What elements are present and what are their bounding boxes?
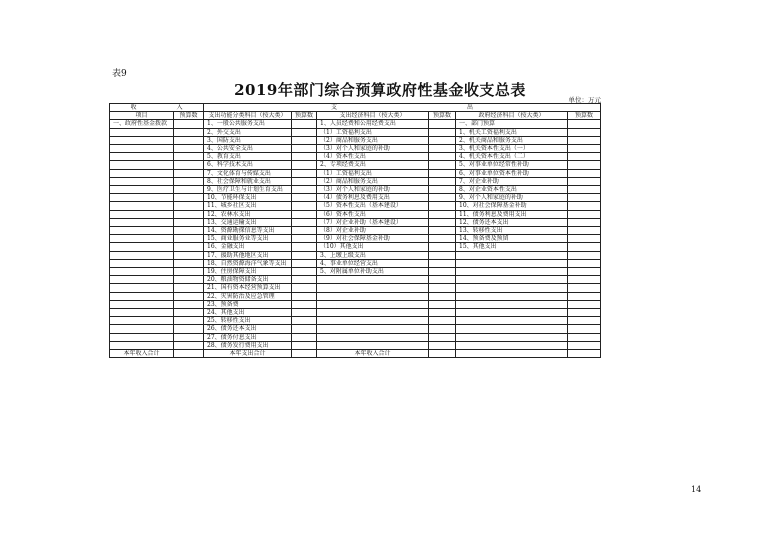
amount-cell (568, 309, 601, 317)
amount-cell (429, 317, 456, 325)
table-row (110, 284, 601, 292)
amount-cell (568, 161, 601, 169)
col-header-amount-1: 预算数 (174, 112, 204, 120)
amount-cell (292, 268, 317, 276)
func-item-cell: 1、一般公共服务支出 (204, 120, 292, 128)
gov-item-cell (456, 284, 568, 292)
func-item-cell: 19、住房保障支出 (204, 268, 292, 276)
gov-item-cell (456, 317, 568, 325)
amount-cell (292, 284, 317, 292)
table-row (110, 227, 601, 235)
income-item-cell (110, 153, 174, 161)
amount-cell (292, 341, 317, 349)
income-item-cell (110, 243, 174, 251)
amount-cell (568, 153, 601, 161)
econ-item-cell: （5）资本性支出（基本建设） (317, 202, 429, 210)
amount-cell (568, 145, 601, 153)
amount-cell (174, 186, 204, 194)
amount-cell (429, 350, 456, 358)
table-row (110, 120, 601, 128)
func-item-cell: 11、城乡社区支出 (204, 202, 292, 210)
econ-item-cell (317, 300, 429, 308)
gov-item-cell: 14、预备费及预留 (456, 235, 568, 243)
unit-label: 单位：万元 (568, 96, 601, 104)
func-item-cell: 18、自然资源海洋气象等支出 (204, 259, 292, 267)
expense-total-label: 本年支出合计 (204, 350, 292, 358)
income-item-cell (110, 218, 174, 226)
amount-cell (174, 153, 204, 161)
econ-item-cell (317, 341, 429, 349)
amount-cell (568, 350, 601, 358)
amount-cell (174, 333, 204, 341)
gov-item-cell: 12、债务还本支出 (456, 218, 568, 226)
table-row (110, 194, 601, 202)
income-char-1: 收 (130, 104, 137, 111)
amount-cell (174, 145, 204, 153)
column-header-row (110, 112, 601, 120)
amount-cell (292, 300, 317, 308)
amount-cell (429, 153, 456, 161)
income-item-cell (110, 161, 174, 169)
amount-cell (174, 259, 204, 267)
econ-item-cell: 1、人员经费和公用经费支出 (317, 120, 429, 128)
gov-item-cell: 15、其他支出 (456, 243, 568, 251)
gov-item-cell (456, 309, 568, 317)
econ-item-cell: （8）对企业补助 (317, 227, 429, 235)
amount-cell (429, 169, 456, 177)
func-item-cell: 25、转移性支出 (204, 317, 292, 325)
gov-item-cell: 10、对社会保障基金补助 (456, 202, 568, 210)
income-item-cell (110, 309, 174, 317)
income-item-cell (110, 292, 174, 300)
amount-cell (292, 309, 317, 317)
econ-item-cell: 3、上缴上级支出 (317, 251, 429, 259)
amount-cell (174, 136, 204, 144)
amount-cell (174, 284, 204, 292)
amount-cell (292, 235, 317, 243)
income-item-cell (110, 194, 174, 202)
func-item-cell: 27、债务付息支出 (204, 333, 292, 341)
econ-item-cell (317, 325, 429, 333)
amount-cell (568, 186, 601, 194)
table-row (110, 268, 601, 276)
econ-item-cell: （2）商品和服务支出 (317, 177, 429, 185)
gov-item-cell: 7、对企业补助 (456, 177, 568, 185)
amount-cell (568, 276, 601, 284)
amount-cell (429, 300, 456, 308)
amount-cell (174, 235, 204, 243)
func-item-cell: 7、文化体育与传媒支出 (204, 169, 292, 177)
amount-cell (429, 161, 456, 169)
amount-cell (568, 325, 601, 333)
func-item-cell: 20、粮油物资储备支出 (204, 276, 292, 284)
func-item-cell: 2、外交支出 (204, 128, 292, 136)
income-item-cell (110, 268, 174, 276)
col-header-amount-4: 预算数 (568, 112, 601, 120)
table-row (110, 333, 601, 341)
amount-cell (292, 202, 317, 210)
table-row (110, 128, 601, 136)
econ-item-cell (317, 309, 429, 317)
table-row (110, 251, 601, 259)
amount-cell (174, 177, 204, 185)
amount-cell (292, 292, 317, 300)
page-number: 14 (691, 485, 702, 494)
amount-cell (292, 276, 317, 284)
amount-cell (174, 350, 204, 358)
gov-item-cell (456, 333, 568, 341)
expense-section-header (204, 104, 601, 112)
income-item-cell (110, 341, 174, 349)
income-total-label-2: 本年收入合计 (317, 350, 429, 358)
func-item-cell: 8、社会保障和就业支出 (204, 177, 292, 185)
income-item-cell (110, 259, 174, 267)
econ-item-cell: （7）对企业补助（基本建设） (317, 218, 429, 226)
amount-cell (292, 218, 317, 226)
gov-item-cell: 9、对个人和家庭的补助 (456, 194, 568, 202)
amount-cell (429, 309, 456, 317)
gov-item-cell (456, 292, 568, 300)
econ-item-cell: （4）资本性支出 (317, 153, 429, 161)
amount-cell (292, 128, 317, 136)
amount-cell (174, 218, 204, 226)
gov-item-cell (456, 300, 568, 308)
amount-cell (174, 194, 204, 202)
table-row (110, 202, 601, 210)
econ-item-cell (317, 276, 429, 284)
amount-cell (292, 317, 317, 325)
table-row (110, 259, 601, 267)
func-item-cell: 6、科学技术支出 (204, 161, 292, 169)
table-row (110, 161, 601, 169)
amount-cell (292, 325, 317, 333)
econ-item-cell: （6）资本性支出 (317, 210, 429, 218)
table-row (110, 136, 601, 144)
amount-cell (174, 276, 204, 284)
col-header-item: 项目 (110, 112, 174, 120)
totals-row (110, 350, 601, 358)
econ-item-cell (317, 292, 429, 300)
amount-cell (568, 136, 601, 144)
amount-cell (568, 259, 601, 267)
col-header-amount-2: 预算数 (292, 112, 317, 120)
amount-cell (429, 325, 456, 333)
amount-cell (429, 243, 456, 251)
section-header-row (110, 104, 601, 112)
amount-cell (174, 292, 204, 300)
amount-cell (292, 210, 317, 218)
econ-item-cell (317, 317, 429, 325)
econ-item-cell: （1）工资福利支出 (317, 169, 429, 177)
econ-item-cell: 2、专项经费支出 (317, 161, 429, 169)
amount-cell (568, 235, 601, 243)
income-item-cell (110, 145, 174, 153)
gov-item-cell (456, 268, 568, 276)
amount-cell (429, 251, 456, 259)
amount-cell (568, 243, 601, 251)
func-item-cell: 15、商业服务业等支出 (204, 235, 292, 243)
econ-item-cell: （4）债务利息及费用支出 (317, 194, 429, 202)
amount-cell (292, 136, 317, 144)
amount-cell (568, 218, 601, 226)
page-title: 2019年部门综合预算政府性基金收支总表 (234, 81, 526, 99)
empty-cell (456, 350, 568, 358)
expense-char-1: 支 (331, 104, 338, 111)
econ-item-cell: （1）工资福利支出 (317, 128, 429, 136)
econ-item-cell: （10）其他支出 (317, 243, 429, 251)
amount-cell (429, 210, 456, 218)
func-item-cell: 9、医疗卫生与计划生育支出 (204, 186, 292, 194)
amount-cell (568, 169, 601, 177)
amount-cell (429, 284, 456, 292)
amount-cell (174, 243, 204, 251)
amount-cell (429, 292, 456, 300)
table-row (110, 186, 601, 194)
amount-cell (429, 136, 456, 144)
amount-cell (568, 177, 601, 185)
income-item-cell (110, 136, 174, 144)
amount-cell (568, 120, 601, 128)
amount-cell (568, 284, 601, 292)
func-item-cell: 13、交通运输支出 (204, 218, 292, 226)
gov-item-cell: 6、对事业单位资本性补助 (456, 169, 568, 177)
income-item-cell (110, 276, 174, 284)
func-item-cell: 4、公共安全支出 (204, 145, 292, 153)
amount-cell (174, 202, 204, 210)
amount-cell (568, 300, 601, 308)
func-item-cell: 5、教育支出 (204, 153, 292, 161)
amount-cell (292, 194, 317, 202)
col-header-amount-3: 预算数 (429, 112, 456, 120)
amount-cell (568, 333, 601, 341)
col-header-func: 支出功能分类科目（按大类） (204, 112, 292, 120)
income-item-cell: 一、政府性基金拨款 (110, 120, 174, 128)
func-item-cell: 21、国有资本经营预算支出 (204, 284, 292, 292)
amount-cell (429, 333, 456, 341)
amount-cell (429, 235, 456, 243)
amount-cell (292, 186, 317, 194)
income-item-cell (110, 177, 174, 185)
econ-item-cell (317, 284, 429, 292)
func-item-cell: 28、债务发行费用支出 (204, 341, 292, 349)
table-row (110, 210, 601, 218)
amount-cell (292, 251, 317, 259)
amount-cell (292, 120, 317, 128)
amount-cell (568, 227, 601, 235)
income-item-cell (110, 169, 174, 177)
table-row (110, 341, 601, 349)
table-row (110, 300, 601, 308)
income-total-label: 本年收入合计 (110, 350, 174, 358)
amount-cell (174, 309, 204, 317)
amount-cell (429, 227, 456, 235)
func-item-cell: 12、农林水支出 (204, 210, 292, 218)
gov-item-cell: 5、对事业单位经常性补助 (456, 161, 568, 169)
amount-cell (174, 341, 204, 349)
func-item-cell: 3、国防支出 (204, 136, 292, 144)
income-item-cell (110, 202, 174, 210)
func-item-cell: 22、灾害防治及应急管理 (204, 292, 292, 300)
amount-cell (174, 120, 204, 128)
gov-item-cell: 一、部门预算 (456, 120, 568, 128)
col-header-gov: 政府经济科目（按大类） (456, 112, 568, 120)
amount-cell (174, 161, 204, 169)
amount-cell (174, 210, 204, 218)
amount-cell (429, 202, 456, 210)
table-number: 表9 (112, 69, 127, 79)
econ-item-cell (317, 333, 429, 341)
amount-cell (429, 145, 456, 153)
income-item-cell (110, 227, 174, 235)
amount-cell (174, 268, 204, 276)
amount-cell (292, 161, 317, 169)
gov-item-cell: 4、机关资本性支出（二） (456, 153, 568, 161)
amount-cell (429, 128, 456, 136)
table-row (110, 218, 601, 226)
amount-cell (174, 128, 204, 136)
col-header-econ: 支出经济科目（按大类） (317, 112, 429, 120)
income-item-cell (110, 210, 174, 218)
func-item-cell: 24、其他支出 (204, 309, 292, 317)
table-row (110, 276, 601, 284)
amount-cell (174, 317, 204, 325)
econ-item-cell: （3）对个人和家庭的补助 (317, 186, 429, 194)
income-char-2: 入 (176, 104, 183, 111)
func-item-cell: 26、债务还本支出 (204, 325, 292, 333)
amount-cell (568, 268, 601, 276)
amount-cell (292, 243, 317, 251)
amount-cell (429, 341, 456, 349)
econ-item-cell: 4、事业单位经营支出 (317, 259, 429, 267)
income-item-cell (110, 300, 174, 308)
table-row (110, 243, 601, 251)
amount-cell (429, 186, 456, 194)
table-row (110, 235, 601, 243)
amount-cell (568, 194, 601, 202)
func-item-cell: 23、预备费 (204, 300, 292, 308)
econ-item-cell: （3）对个人和家庭的补助 (317, 145, 429, 153)
gov-item-cell (456, 251, 568, 259)
amount-cell (292, 259, 317, 267)
econ-item-cell: 5、对附属单位补助支出 (317, 268, 429, 276)
income-item-cell (110, 128, 174, 136)
amount-cell (292, 333, 317, 341)
amount-cell (568, 292, 601, 300)
amount-cell (174, 227, 204, 235)
gov-item-cell (456, 276, 568, 284)
amount-cell (292, 177, 317, 185)
amount-cell (292, 169, 317, 177)
table-row (110, 153, 601, 161)
amount-cell (292, 350, 317, 358)
expense-char-2: 出 (467, 104, 474, 111)
amount-cell (429, 259, 456, 267)
amount-cell (429, 194, 456, 202)
func-item-cell: 14、资源勘探信息等支出 (204, 227, 292, 235)
income-item-cell (110, 325, 174, 333)
func-item-cell: 16、金融支出 (204, 243, 292, 251)
gov-item-cell (456, 325, 568, 333)
table-row (110, 309, 601, 317)
gov-item-cell: 3、机关资本性支出（一） (456, 145, 568, 153)
gov-item-cell: 11、债务利息及费用支出 (456, 210, 568, 218)
amount-cell (174, 251, 204, 259)
amount-cell (174, 300, 204, 308)
income-item-cell (110, 317, 174, 325)
amount-cell (292, 227, 317, 235)
amount-cell (568, 317, 601, 325)
table-row (110, 292, 601, 300)
table-row (110, 169, 601, 177)
gov-item-cell: 1、机关工资福利支出 (456, 128, 568, 136)
func-item-cell: 17、援助其他地区支出 (204, 251, 292, 259)
income-item-cell (110, 284, 174, 292)
income-item-cell (110, 251, 174, 259)
amount-cell (568, 128, 601, 136)
amount-cell (429, 120, 456, 128)
income-item-cell (110, 235, 174, 243)
gov-item-cell: 2、机关商品和服务支出 (456, 136, 568, 144)
gov-item-cell (456, 259, 568, 267)
func-item-cell: 10、节能环保支出 (204, 194, 292, 202)
income-item-cell (110, 333, 174, 341)
amount-cell (174, 169, 204, 177)
income-section-header (110, 104, 204, 112)
amount-cell (292, 145, 317, 153)
gov-item-cell (456, 341, 568, 349)
budget-table (109, 103, 601, 358)
table-row (110, 145, 601, 153)
econ-item-cell: （2）商品和服务支出 (317, 136, 429, 144)
table-row (110, 177, 601, 185)
amount-cell (174, 325, 204, 333)
amount-cell (568, 341, 601, 349)
amount-cell (429, 276, 456, 284)
econ-item-cell: （9）对社会保障基金补助 (317, 235, 429, 243)
gov-item-cell: 13、转移性支出 (456, 227, 568, 235)
amount-cell (429, 177, 456, 185)
amount-cell (429, 218, 456, 226)
amount-cell (568, 210, 601, 218)
table-row (110, 325, 601, 333)
amount-cell (568, 202, 601, 210)
amount-cell (429, 268, 456, 276)
income-item-cell (110, 186, 174, 194)
table-row (110, 317, 601, 325)
gov-item-cell: 8、对企业资本性支出 (456, 186, 568, 194)
amount-cell (568, 251, 601, 259)
amount-cell (292, 153, 317, 161)
